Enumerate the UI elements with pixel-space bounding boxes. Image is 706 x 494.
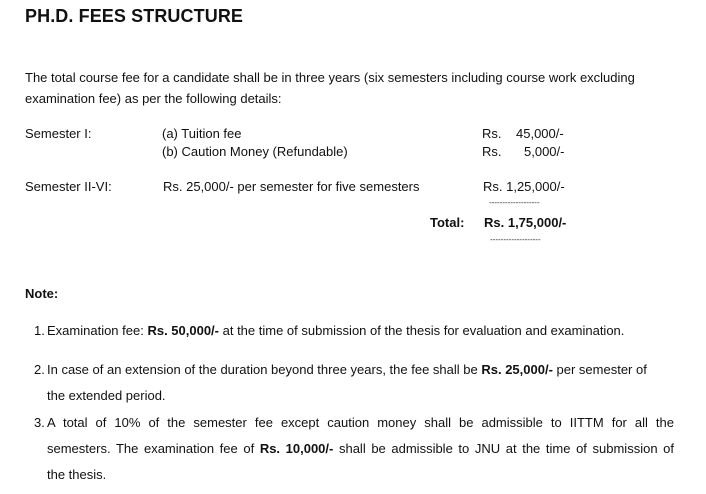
semester-2-6-label: Semester II-VI: bbox=[25, 179, 112, 194]
total-amount: Rs. 1,75,000/- bbox=[484, 215, 567, 230]
total-separator: ------------------- bbox=[490, 235, 541, 244]
note-item-number: 1. bbox=[34, 323, 45, 338]
caution-money-currency: Rs. bbox=[482, 144, 502, 159]
extension-fee-amount: Rs. 25,000/- bbox=[481, 362, 553, 377]
tuition-fee-currency: Rs. bbox=[482, 126, 502, 141]
note-item-number: 3. bbox=[34, 415, 45, 430]
subtotal-separator: ------------------- bbox=[489, 198, 540, 207]
total-label: Total: bbox=[430, 215, 465, 230]
semester-2-6-description: Rs. 25,000/- per semester for five semesters bbox=[163, 179, 420, 194]
note-item-number: 2. bbox=[34, 362, 45, 377]
semester-1-label: Semester I: bbox=[25, 126, 92, 141]
exam-fee-amount: Rs. 50,000/- bbox=[147, 323, 219, 338]
intro-line-2: examination fee) as per the following details: bbox=[25, 91, 282, 106]
note-item-1: 1. Examination fee: Rs. 50,000/- at the time of submission of the thesis for evaluation and examination. bbox=[34, 318, 624, 344]
intro-line-1: The total course fee for a candidate shall be in three years (six semesters including course work excluding bbox=[25, 70, 635, 85]
note-heading: Note: bbox=[25, 286, 59, 301]
note-item-2: 2. In case of an extension of the duration beyond three years, the fee shall be Rs. 25,000/- per semester of the extended period. bbox=[34, 357, 647, 409]
tuition-fee-amount: 45,000/- bbox=[516, 126, 564, 141]
note-item-3: 3. A total of 10% of the semester fee except caution money shall be admissible to IITTM for all the semesters. The examination fee of Rs. 10,000/- shall be admissible to JNU at the time of submission of the thesis. bbox=[34, 410, 674, 488]
tuition-fee-label: (a) Tuition fee bbox=[162, 126, 242, 141]
jnu-exam-fee-amount: Rs. 10,000/- bbox=[259, 441, 334, 456]
caution-money-label: (b) Caution Money (Refundable) bbox=[162, 144, 348, 159]
caution-money-amount: 5,000/- bbox=[524, 144, 565, 159]
semester-2-6-amount: Rs. 1,25,000/- bbox=[483, 179, 565, 194]
page-title: PH.D. FEES STRUCTURE bbox=[25, 6, 244, 26]
intro-paragraph bbox=[25, 67, 635, 109]
